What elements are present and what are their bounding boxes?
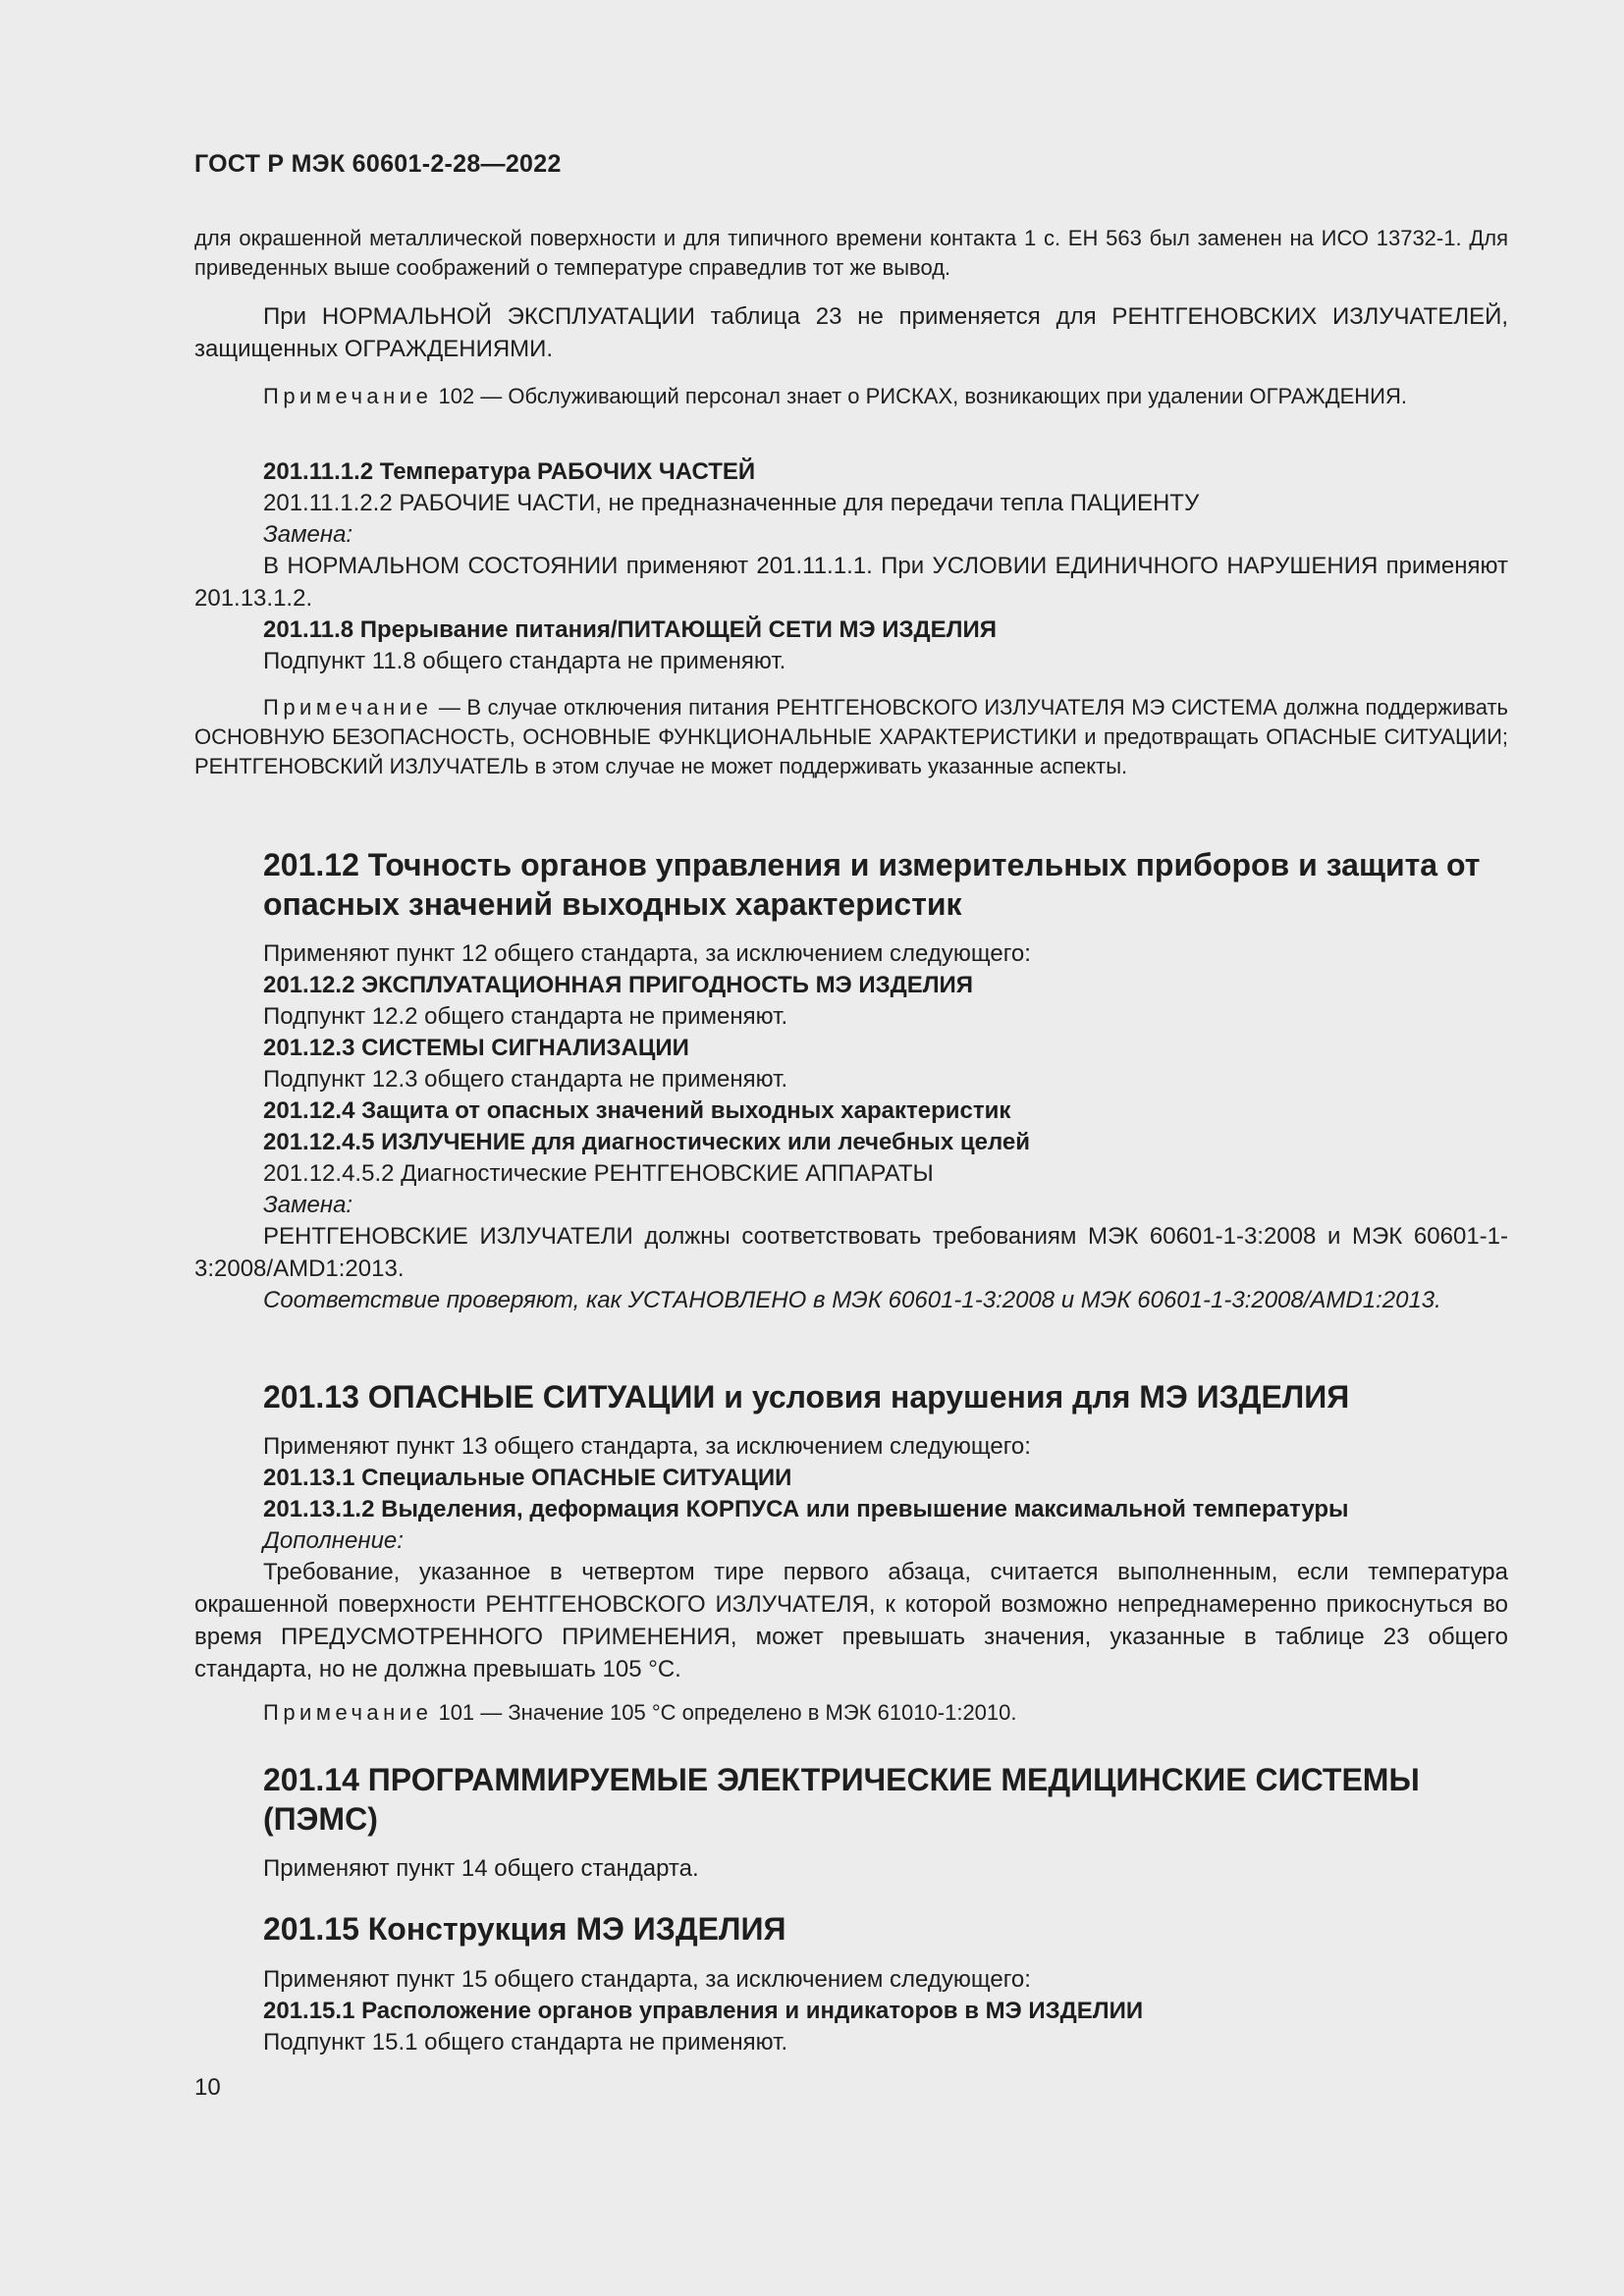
paragraph-compliance-check: Соответствие проверяют, как УСТАНОВЛЕНО в МЭК 60601-1-3:2008 и МЭК 60601-1-3:2008/AMD1:2013. xyxy=(263,1287,1441,1313)
paragraph-12-3: Подпункт 12.3 общего стандарта не применяют. xyxy=(263,1066,788,1093)
paragraph-xray-emitters: РЕНТГЕНОВСКИЕ ИЗЛУЧАТЕЛИ должны соответствовать требованиям МЭК 60601-1-3:2008 и МЭК 60601-1-3:2008/AMD1:2013. xyxy=(194,1223,1508,1282)
section-heading-201-14: 201.14 ПРОГРАММИРУЕМЫЕ ЭЛЕКТРИЧЕСКИЕ МЕДИЦИНСКИЕ СИСТЕМЫ (ПЭМС) xyxy=(263,1762,1420,1837)
paragraph-11-8: Подпункт 11.8 общего стандарта не применяют. xyxy=(263,648,786,674)
paragraph-temperature-requirement: Требование, указанное в четвертом тире первого абзаца, считается выполненным, если температура окрашенной поверхности РЕНТГЕНОВСКОГО ИЗЛУЧАТЕЛЯ, к которой возможно непреднамеренно прикоснуться во время ПРЕДУСМОТРЕННОГО ПРИМЕНЕНИЯ, может превышать значения, указанные в таблице 23 общего стандарта, но не должна превышать 105 °С. xyxy=(194,1559,1508,1682)
paragraph-15: Применяют пункт 15 общего стандарта, за исключением следующего: xyxy=(263,1966,1031,1993)
paragraph-15-1: Подпункт 15.1 общего стандарта не применяют. xyxy=(263,2029,788,2056)
paragraph-14: Применяют пункт 14 общего стандарта. xyxy=(263,1855,699,1882)
section-heading-201-12: 201.12 Точность органов управления и измерительных приборов и защита от опасных значений выходных характеристик xyxy=(263,847,1481,922)
replacement-label: Замена: xyxy=(263,1192,353,1218)
section-heading-201-13: 201.13 ОПАСНЫЕ СИТУАЦИИ и условия нарушения для МЭ ИЗДЕЛИЯ xyxy=(263,1379,1350,1415)
note-text: 102 — Обслуживающий персонал знает о РИСКАХ, возникающих при удалении ОГРАЖДЕНИЯ. xyxy=(432,384,1407,408)
subsection-201-12-4-5-2: 201.12.4.5.2 Диагностические РЕНТГЕНОВСКИЕ АППАРАТЫ xyxy=(263,1160,934,1187)
paragraph-normal-use: При НОРМАЛЬНОЙ ЭКСПЛУАТАЦИИ таблица 23 не применяется для РЕНТГЕНОВСКИХ ИЗЛУЧАТЕЛЕЙ, защищенных ОГРАЖДЕНИЯМИ. xyxy=(194,303,1508,362)
paragraph-12-2: Подпункт 12.2 общего стандарта не применяют. xyxy=(263,1003,788,1030)
note-text: — В случае отключения питания РЕНТГЕНОВСКОГО ИЗЛУЧАТЕЛЯ МЭ СИСТЕМА должна поддерживать ОСНОВНУЮ БЕЗОПАСНОСТЬ, ОСНОВНЫЕ ФУНКЦИОНАЛЬНЫЕ ХАРАКТЕРИСТИКИ и предотвращать ОПАСНЫЕ СИТУАЦИИ; РЕНТГЕНОВСКИЙ ИЗЛУЧАТЕЛЬ в этом случае не может поддерживать указанные аспекты. xyxy=(194,695,1508,778)
subsection-201-13-1: 201.13.1 Специальные ОПАСНЫЕ СИТУАЦИИ xyxy=(263,1465,792,1491)
subsection-201-13-1-2: 201.13.1.2 Выделения, деформация КОРПУСА или превышение максимальной температуры xyxy=(263,1496,1349,1522)
section-heading-201-15: 201.15 Конструкция МЭ ИЗДЕЛИЯ xyxy=(263,1911,786,1947)
note-text: 101 — Значение 105 °С определено в МЭК 61010-1:2010. xyxy=(432,1700,1017,1725)
subsection-201-15-1: 201.15.1 Расположение органов управления и индикаторов в МЭ ИЗДЕЛИИ xyxy=(263,1998,1144,2024)
addition-label: Дополнение: xyxy=(263,1527,404,1554)
subsection-201-11-8: 201.11.8 Прерывание питания/ПИТАЮЩЕЙ СЕТИ МЭ ИЗДЕЛИЯ xyxy=(263,616,997,643)
paragraph-normal-state: В НОРМАЛЬНОМ СОСТОЯНИИ применяют 201.11.1.1. При УСЛОВИИ ЕДИНИЧНОГО НАРУШЕНИЯ применяют 201.13.1.2. xyxy=(194,553,1508,612)
note-power-interruption xyxy=(194,693,1508,781)
subsection-201-12-2: 201.12.2 ЭКСПЛУАТАЦИОННАЯ ПРИГОДНОСТЬ МЭ ИЗДЕЛИЯ xyxy=(263,972,974,998)
note-label: Примечание xyxy=(263,695,433,720)
note-label: Примечание xyxy=(263,1700,433,1725)
note-102 xyxy=(194,382,1508,411)
document-header: ГОСТ Р МЭК 60601-2-28—2022 xyxy=(194,150,562,178)
subsection-201-12-4-5: 201.12.4.5 ИЗЛУЧЕНИЕ для диагностических или лечебных целей xyxy=(263,1129,1030,1155)
paragraph-13: Применяют пункт 13 общего стандарта, за исключением следующего: xyxy=(263,1433,1031,1460)
subsection-201-12-4: 201.12.4 Защита от опасных значений выходных характеристик xyxy=(263,1097,1011,1124)
page-number: 10 xyxy=(194,2074,221,2101)
subsection-201-11-1-2-2: 201.11.1.2.2 РАБОЧИЕ ЧАСТИ, не предназначенные для передачи тепла ПАЦИЕНТУ xyxy=(263,490,1200,516)
paragraph-12: Применяют пункт 12 общего стандарта, за исключением следующего: xyxy=(263,940,1031,967)
note-label: Примечание xyxy=(263,384,433,408)
replacement-label: Замена: xyxy=(263,521,353,548)
subsection-201-11-1-2: 201.11.1.2 Температура РАБОЧИХ ЧАСТЕЙ xyxy=(263,458,756,485)
note-101 xyxy=(194,1698,1508,1728)
subsection-201-12-3: 201.12.3 СИСТЕМЫ СИГНАЛИЗАЦИИ xyxy=(263,1035,689,1061)
paragraph-continuation: для окрашенной металлической поверхности и для типичного времени контакта 1 с. ЕН 563 был заменен на ИСО 13732-1. Для приведенных выше соображений о температуре справедлив тот же вывод. xyxy=(194,226,1508,280)
